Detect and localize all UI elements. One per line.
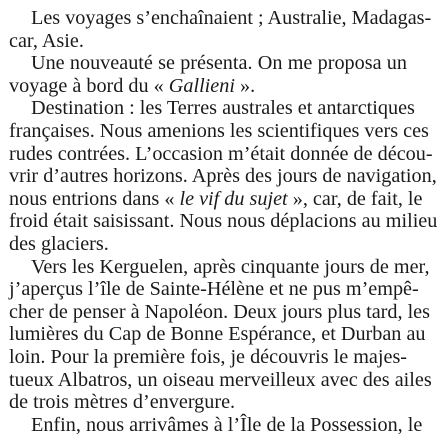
- paragraph: [9, 52, 407, 97]
- text-line: loin. Pour la première fois, je découvris le majes-: [9, 345, 408, 368]
- text-line: Une nouveauté se présenta. On me proposa un: [31, 52, 407, 75]
- text-line: froid était saisissant. Nous nous déplacions au milieu: [9, 210, 437, 233]
- text-line: lumières du Cap de Bonne Espérance, et Durban au: [9, 323, 426, 346]
- text-line: de trois mètres d’envergure.: [9, 391, 236, 414]
- paragraph: [9, 97, 437, 255]
- book-page: [9, 0, 437, 436]
- text-line: françaises. Nous amenions les scientifiques vers ces: [9, 119, 429, 142]
- text-line: tueux Albatros, un oiseau merveilleux avec des ailes: [9, 368, 432, 391]
- text-run: nous entrions dans «: [9, 187, 180, 210]
- text-line: [9, 75, 407, 98]
- text-run: voyage à bord du «: [9, 74, 169, 97]
- text-line: [9, 187, 423, 211]
- text-line: cher de penser à Napoléon. Deux jours plus tard, les: [9, 300, 431, 323]
- text-line: car, Asie.: [9, 29, 84, 52]
- text-line: vrir d’autres horizons. Après des jours de navigation,: [9, 165, 437, 188]
- text-line: Destination : les Terres australes et antarctiques: [31, 97, 415, 120]
- text-line: Les voyages s’enchaînaient ; Australie, Madagas-: [31, 7, 432, 29]
- text-line: rudes contrées. L’occasion m’était donnée de décou-: [9, 142, 433, 165]
- paragraph: [9, 7, 432, 52]
- text-line: j’aperçus l’île de Sainte-Hélène et ne pus m’empê-: [9, 278, 419, 301]
- paragraph: [9, 255, 432, 414]
- text-line: Vers les Kerguelen, après cinquante jours de mer,: [31, 255, 430, 278]
- quoted-phrase: le vif du sujet: [179, 187, 288, 210]
- paragraph: [9, 413, 423, 436]
- text-line: Enfin, nous arrivâmes à l’Île de la Possession, le: [31, 413, 423, 436]
- text-run: », car, de fait, le: [287, 187, 423, 210]
- text-line: des glaciers.: [9, 232, 109, 255]
- ship-name: Gallieni: [168, 74, 235, 97]
- text-run: ».: [234, 74, 256, 97]
